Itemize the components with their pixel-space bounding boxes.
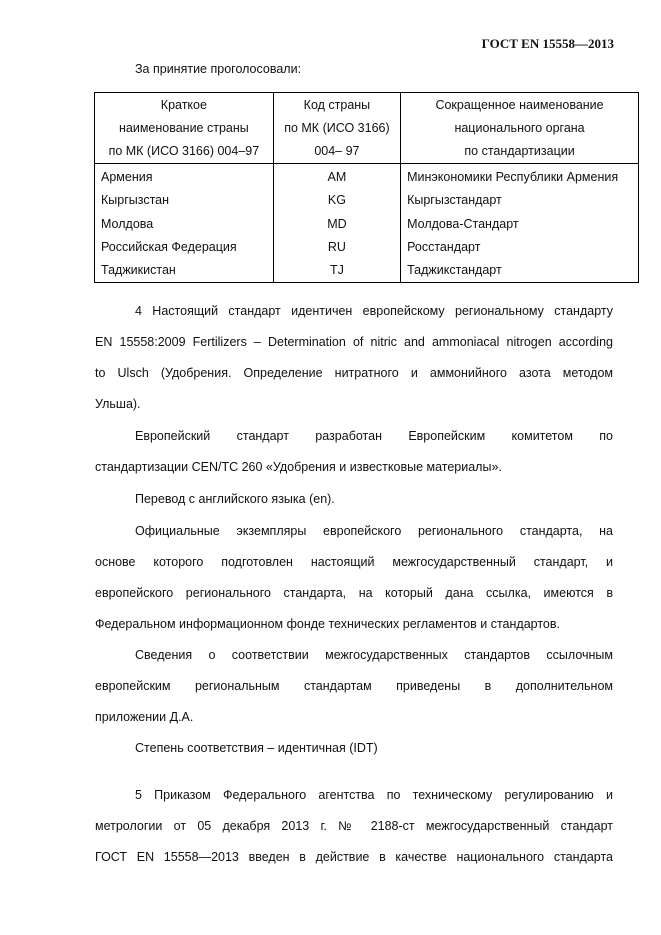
text-line: to Ulsch (Удобрения. Определение нитратного и аммонийного азота методом bbox=[95, 366, 613, 380]
paragraph-4 bbox=[95, 296, 613, 420]
text-line: Европейский стандарт разработан Европейским комитетом по bbox=[135, 429, 613, 443]
country-cell: Кыргызстан bbox=[95, 189, 274, 212]
body-cell: Таджикстандарт bbox=[401, 259, 639, 283]
country-cell: Молдова bbox=[95, 213, 274, 236]
text-line: европейским региональным стандартам приведены в дополнительном bbox=[95, 679, 613, 693]
code-cell: TJ bbox=[273, 259, 400, 283]
text-line: стандартизации CEN/TC 260 «Удобрения и известковые материалы». bbox=[95, 460, 502, 474]
body-cell: Росстандарт bbox=[401, 236, 639, 259]
body-cell: Минэкономики Республики Армения bbox=[401, 164, 639, 190]
text-line: Перевод с английского языка (en). bbox=[135, 492, 335, 506]
text-line: ГОСТ EN 15558—2013 введен в действие в качестве национального стандарта bbox=[95, 850, 613, 864]
text-line: 5 Приказом Федерального агентства по техническому регулированию и bbox=[135, 788, 613, 802]
text-line: европейского регионального стандарта, на который дана ссылка, имеются в bbox=[95, 586, 613, 600]
paragraph-info bbox=[95, 640, 613, 733]
paragraph-translation bbox=[95, 484, 613, 515]
header-line: по МК (ИСО 3166) bbox=[284, 121, 390, 135]
table-row bbox=[95, 164, 639, 190]
text-line: Ульша). bbox=[95, 397, 141, 411]
code-cell: AM bbox=[273, 164, 400, 190]
table-header-row bbox=[95, 93, 639, 164]
code-cell: MD bbox=[273, 213, 400, 236]
text-line: Сведения о соответствии межгосударственных стандартов ссылочным bbox=[135, 648, 613, 662]
header-line: Код страны bbox=[303, 98, 371, 112]
country-cell: Таджикистан bbox=[95, 259, 274, 283]
header-line: национального органа bbox=[454, 121, 585, 135]
voting-table bbox=[94, 92, 639, 283]
text-line: приложении Д.А. bbox=[95, 710, 194, 724]
code-cell: KG bbox=[273, 189, 400, 212]
header-standards-body bbox=[401, 93, 639, 164]
paragraph-degree bbox=[95, 733, 613, 764]
body-cell: Кыргызстандарт bbox=[401, 189, 639, 212]
paragraph-copies bbox=[95, 516, 613, 640]
voting-intro: За принятие проголосовали: bbox=[135, 62, 302, 76]
text-line: основе которого подготовлен настоящий межгосударственный стандарт, и bbox=[95, 555, 613, 569]
country-cell: Армения bbox=[95, 164, 274, 190]
text-line: Официальные экземпляры европейского регионального стандарта, на bbox=[135, 524, 613, 538]
header-country-code bbox=[273, 93, 400, 164]
header-line: по МК (ИСО 3166) 004–97 bbox=[108, 144, 260, 158]
text-line: Степень соответствия – идентичная (IDT) bbox=[135, 741, 378, 755]
table-row bbox=[95, 213, 639, 236]
code-cell: RU bbox=[273, 236, 400, 259]
text-line: 4 Настоящий стандарт идентичен европейскому региональному стандарту bbox=[135, 304, 613, 318]
text-line: метрологии от 05 декабря 2013 г. № 2188-ст межгосударственный стандарт bbox=[95, 819, 613, 833]
paragraph-cen bbox=[95, 421, 613, 483]
header-line: по стандартизации bbox=[464, 144, 575, 158]
country-cell: Российская Федерация bbox=[95, 236, 274, 259]
header-line: Сокращенное наименование bbox=[435, 98, 604, 112]
header-line: Краткое bbox=[160, 98, 207, 112]
header-line: 004– 97 bbox=[314, 144, 360, 158]
text-line: Федеральном информационном фонде технических регламентов и стандартов. bbox=[95, 617, 560, 631]
header-country-name bbox=[95, 93, 274, 164]
body-cell: Молдова-Стандарт bbox=[401, 213, 639, 236]
paragraph-5 bbox=[95, 780, 613, 873]
header-line: наименование страны bbox=[118, 121, 249, 135]
table-row bbox=[95, 189, 639, 212]
table-row bbox=[95, 259, 639, 283]
text-line: EN 15558:2009 Fertilizers – Determination of nitric and ammoniacal nitrogen according bbox=[95, 335, 613, 349]
document-designation: ГОСТ EN 15558—2013 bbox=[481, 36, 614, 51]
table-row bbox=[95, 236, 639, 259]
